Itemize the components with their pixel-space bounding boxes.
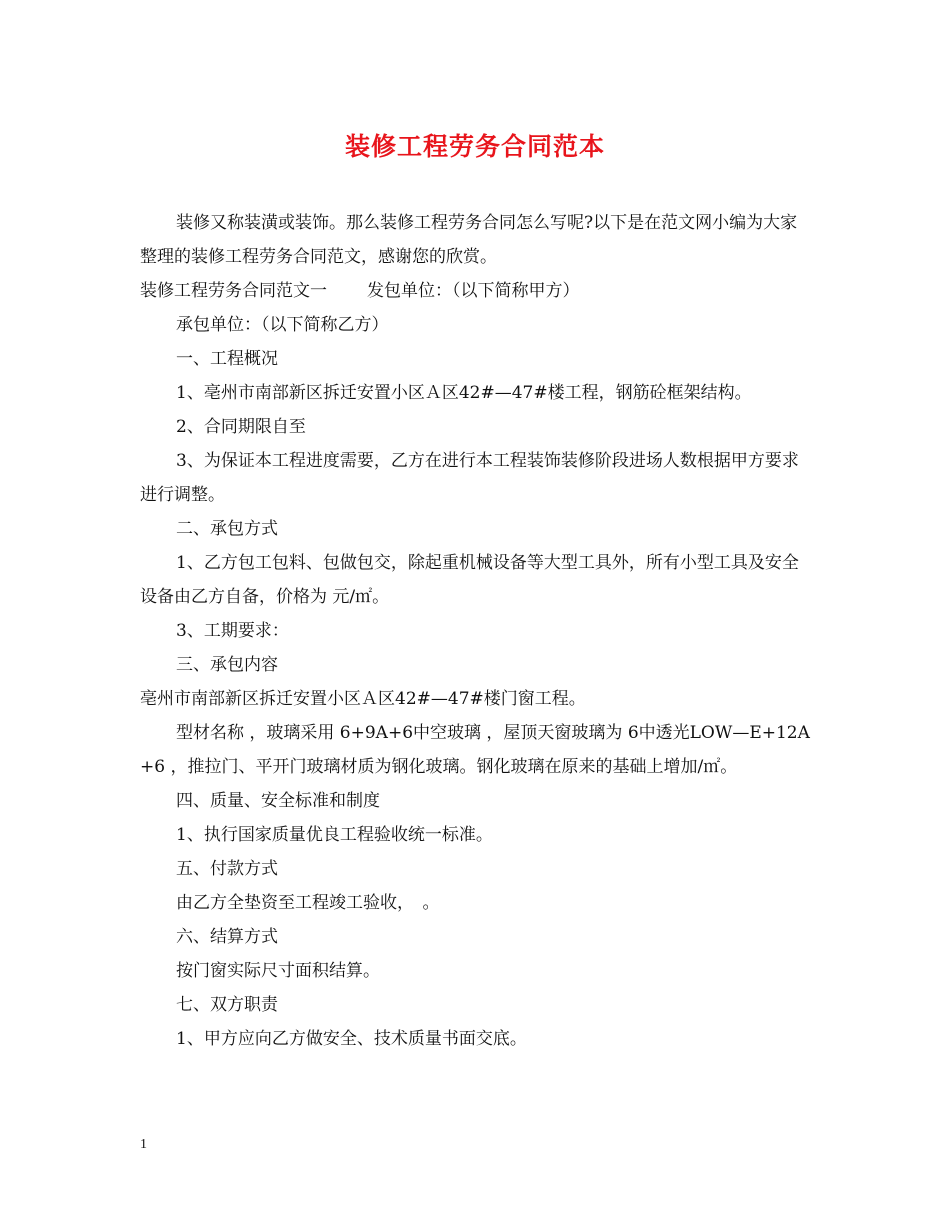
section-heading-7: 七、双方职责	[176, 995, 278, 1015]
clause-1-3: 3、为保证本工程进度需要，乙方在进行本工程装饰装修阶段进场人数根据甲方要求进行调整。	[140, 451, 799, 505]
clause-1-2: 2、合同期限自至	[176, 417, 306, 437]
party-b-line: 承包单位：（以下简称乙方）	[176, 315, 389, 335]
section-heading-3: 三、承包内容	[176, 655, 278, 675]
contract-heading-line	[140, 274, 812, 308]
clause-1-1: 1、亳州市南部新区拆迁安置小区Ａ区42#—47#楼工程，钢筋砼框架结构。	[176, 383, 752, 403]
clause-4-1: 1、执行国家质量优良工程验收统一标准。	[176, 825, 493, 845]
intro-paragraph: 装修又称装潢或装饰。那么装修工程劳务合同怎么写呢?以下是在范文网小编为大家整理的装修工程劳务合同范文，感谢您的欣赏。	[140, 213, 798, 267]
document-body	[140, 206, 812, 1056]
section-heading-2: 二、承包方式	[176, 519, 278, 539]
page-number: 1	[140, 1137, 147, 1152]
clause-3-scope: 亳州市南部新区拆迁安置小区Ａ区42#—47#楼门窗工程。	[140, 689, 586, 709]
clause-3-materials: 型材名称 ，玻璃采用 6+9A+6中空玻璃 ，屋顶天窗玻璃为 6中透光LOW—E+12A+6 ，推拉门、平开门玻璃材质为钢化玻璃。钢化玻璃在原来的基础上增加/㎡。	[140, 723, 810, 777]
clause-7-1: 1、甲方应向乙方做安全、技术质量书面交底。	[176, 1029, 527, 1049]
section-heading-4: 四、质量、安全标准和制度	[176, 791, 380, 811]
contract-subtitle: 装修工程劳务合同范文一	[140, 281, 327, 301]
clause-5-payment: 由乙方全垫资至工程竣工验收， 。	[176, 893, 440, 913]
section-heading-1: 一、工程概况	[176, 349, 278, 369]
clause-2-3: 3、工期要求：	[176, 621, 289, 641]
clause-6-settlement: 按门窗实际尺寸面积结算。	[176, 961, 380, 981]
section-heading-6: 六、结算方式	[176, 927, 278, 947]
document-title: 装修工程劳务合同范本	[344, 132, 605, 161]
section-heading-5: 五、付款方式	[176, 859, 278, 879]
clause-2-1: 1、乙方包工包料、包做包交，除起重机械设备等大型工具外，所有小型工具及安全设备由乙方自备，价格为 元/㎡。	[140, 553, 799, 607]
party-a-line: 发包单位：（以下简称甲方）	[367, 281, 580, 301]
